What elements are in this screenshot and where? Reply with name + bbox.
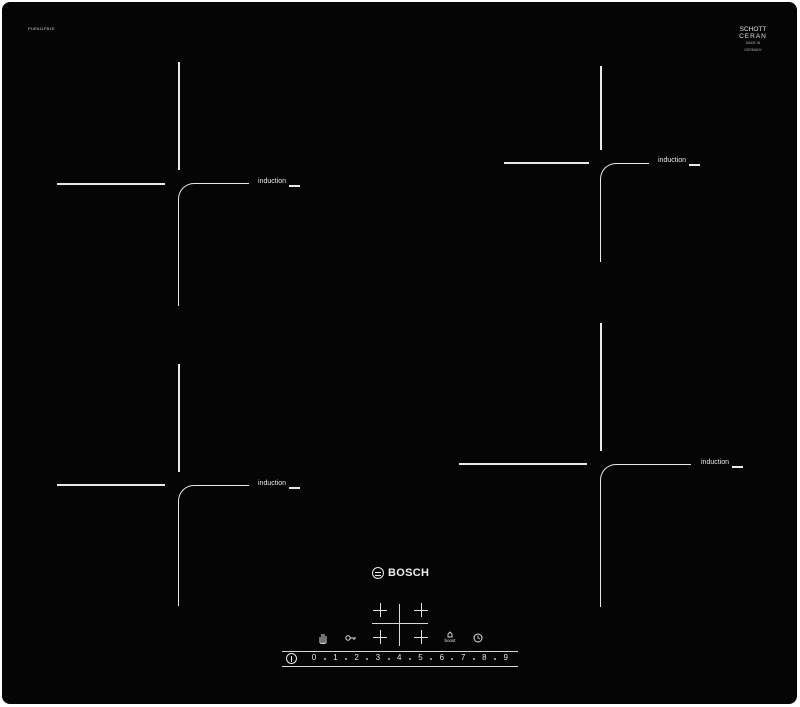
power-level-6[interactable]: 6: [439, 653, 445, 662]
zone-marker-horizontal: [57, 484, 165, 486]
power-level-0[interactable]: 0: [311, 653, 317, 662]
slider-separator-dot: [430, 658, 432, 660]
zone-marker-corner: [600, 464, 691, 607]
zone-select-rear-right-button[interactable]: [414, 603, 428, 617]
power-level-7[interactable]: 7: [460, 653, 466, 662]
zone-marker-vertical: [178, 62, 180, 170]
zone-select-divider: [372, 623, 428, 624]
zone-marker-horizontal: [504, 162, 589, 164]
zone-marker-vertical: [178, 364, 180, 472]
zone-marker-corner: [178, 485, 249, 606]
timer-icon[interactable]: [473, 633, 483, 643]
power-level-1[interactable]: 1: [333, 653, 338, 662]
slider-separator-dot: [324, 658, 326, 660]
power-level-8[interactable]: 8: [482, 653, 487, 662]
zone-marker-horizontal: [459, 463, 587, 465]
brand-name: BOSCH: [388, 567, 430, 579]
boost-icon: [447, 631, 453, 638]
zone-select-front-right-button[interactable]: [414, 630, 428, 644]
zone-label-underline: [689, 164, 700, 166]
power-level-5[interactable]: 5: [418, 653, 423, 662]
power-level-9[interactable]: 9: [503, 653, 508, 662]
zone-marker-vertical: [600, 323, 602, 451]
power-level-3[interactable]: 3: [375, 653, 381, 662]
slider-separator-dot: [473, 658, 475, 660]
bosch-logo-icon: [372, 567, 384, 579]
slider-separator-dot: [388, 658, 390, 660]
zone-label-underline: [289, 487, 300, 489]
zone-marker-corner: [600, 163, 649, 262]
zone-marker-vertical: [600, 66, 602, 150]
glass-brand-logo: SCHOTT CERAN MADE IN GERMANY: [739, 26, 767, 52]
zone-label: induction: [258, 480, 287, 487]
slider-bottom-edge: [282, 666, 518, 667]
boost-label: boost: [444, 638, 456, 643]
zone-marker-corner: [178, 183, 249, 306]
slider-separator-dot: [451, 658, 453, 660]
power-icon[interactable]: [286, 653, 297, 664]
zone-select-rear-left-button[interactable]: [373, 603, 387, 617]
zone-label: induction: [258, 178, 287, 185]
zone-label-underline: [732, 466, 743, 468]
hand-icon[interactable]: [318, 632, 328, 644]
zone-label-underline: [289, 185, 300, 187]
zone-select-front-left-button[interactable]: [373, 630, 387, 644]
brand-logo: [372, 567, 429, 579]
power-level-2[interactable]: 2: [354, 653, 359, 662]
model-code: PUE611FB1E: [28, 26, 55, 31]
slider-separator-dot: [409, 658, 411, 660]
power-level-4[interactable]: 4: [396, 653, 402, 662]
zone-marker-horizontal: [57, 183, 165, 185]
key-icon[interactable]: [345, 634, 357, 642]
power-level-slider[interactable]: [282, 651, 518, 667]
slider-separator-dot: [494, 658, 496, 660]
zone-label: induction: [658, 157, 687, 164]
slider-separator-dot: [345, 658, 347, 660]
boost-button[interactable]: [442, 631, 458, 645]
zone-label: induction: [701, 459, 730, 466]
slider-separator-dot: [366, 658, 368, 660]
slider-top-edge: [282, 651, 518, 652]
zone-select-divider: [399, 604, 400, 646]
